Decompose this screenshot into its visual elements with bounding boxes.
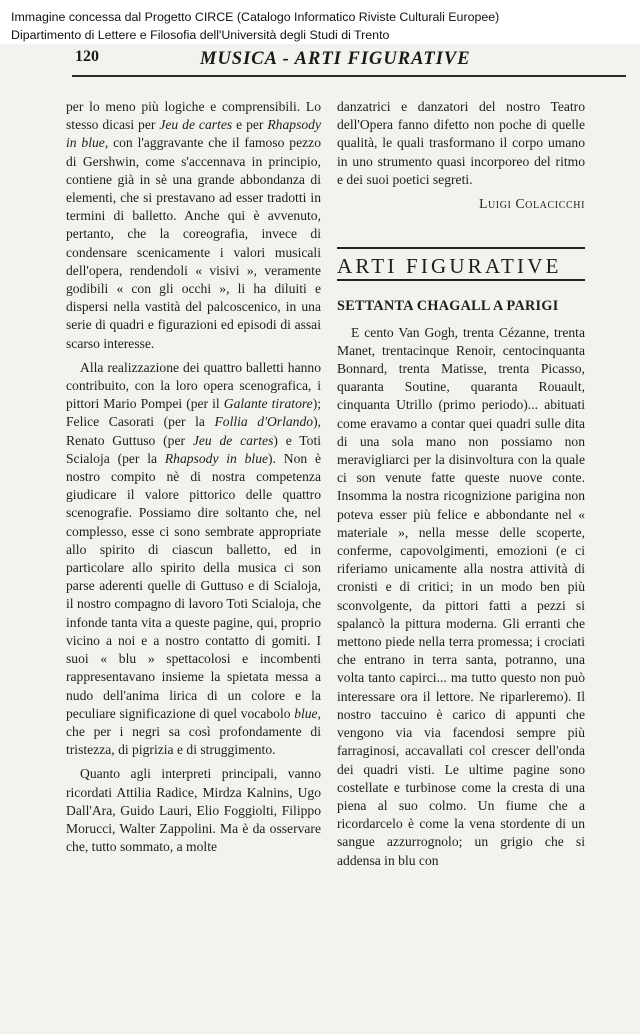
paragraph xyxy=(66,98,321,353)
text-run: , con l'aggravante che il famoso pezzo di Gershwin, come s'accennava in principio, contiene già in sè una grande abbondanza di elementi, che si prestavano ad esser tradotti in termini di balletto. Anche qui è avvenuto, pertanto, che la coreografia, invece di condensare scenicamente i valori musicali dell'opera, rendendoli « visivi », veramente godibili « con gli occhi », li ha diluiti e dispersi nella vastità del palcoscenico, in una serie di quadri e figurazioni ed episodi di assai scarso interesse. xyxy=(66,135,321,351)
italic-text: Rhapsody in blue xyxy=(164,450,269,466)
article-title: SETTANTA CHAGALL A PARIGI xyxy=(337,298,559,315)
page-number: 120 xyxy=(75,48,99,65)
text-run: E cento Van Gogh, trenta Cézanne, trenta Manet, trentacinque Renoir, centocinquanta Bonnard, trenta Matisse, trenta Picasso, quaranta Soutine, quaranta Rouault, cinquanta Utrillo (primo periodo)... abituati come eravamo a contar quei quadri sulle dita di una sola mano non possiamo non meravigliarci per la disinvoltura con la quale ci son venute fatte queste nuove conte. Insomma la nostra ricognizione parigina non poteva esser più felice e abbondante nel « materiale », nella messe delle scoperte, conferme, capovolgimenti, emozioni (e ci riferiamo unicamente alla nostra attività di cronisti e di critici; in un modo ben più sconvolgente, da pittori fatti a pezzi si spalancò la pittura moderna. Gli erranti che mettono piede nella terra promessa; i crociati che entrano in terra santa, potranno, una volta tanto capirci... ma tutto questo non può interessare ora il lettore. Ne riparleremo). Il nostro taccuino è carico di appunti che vengono via via facendosi sempre più farraginosi, accavallati col crescer dell'onda dei quadri visti. Le ultime pagine sono costellate e turbinose come la cresta di una piena al suo colmo. Un fiume che a ricordarcelo è come la vena stordente di un sangue azzurrognolo; un grigio che si addensa in blu con xyxy=(337,324,585,868)
running-header-title: MUSICA - ARTI FIGURATIVE xyxy=(200,49,471,69)
italic-text: Rhapsody in blue xyxy=(66,117,321,151)
section-rule-top xyxy=(337,247,585,249)
paragraph xyxy=(66,359,321,759)
section-heading: ARTI FIGURATIVE xyxy=(337,254,562,279)
text-run: ), Renato Guttuso (per xyxy=(66,414,321,448)
text-run: danzatrici e danzatori del nostro Teatro dell'Opera fanno difetto non poche di quelle qualità, le quali trasformano il corpo umano in uno strumento quasi incorporeo del ritmo e dei suoi poetici segreti. xyxy=(337,99,585,187)
text-run: ); Felice Casorati (per la xyxy=(66,396,321,430)
italic-text: Galante tiratore xyxy=(223,396,313,412)
paragraph xyxy=(337,324,585,870)
text-run: ) e Toti Scialoja (per la xyxy=(66,432,321,466)
text-run: , che per i negri sa così profondamente di tristezza, di pigrizia e di struggimento. xyxy=(66,705,321,758)
italic-text: Jeu de cartes xyxy=(192,432,274,448)
text-run: e per xyxy=(232,117,268,133)
italic-text: Jeu de cartes xyxy=(159,117,233,133)
text-run: Quanto agli interpreti principali, vanno ricordati Attilia Radice, Mirdza Kalnins, Ugo Dall'Ara, Guido Lauri, Elio Foggiolti, Filippo Morucci, Walter Zappolini. Ma è da osservare che, tutto sommato, a molte xyxy=(66,766,321,855)
text-run: Alla realizzazione dei quattro balletti hanno contribuito, con la loro opera scenografica, i pittori Mario Pompei (per il xyxy=(66,359,321,412)
paragraph xyxy=(337,98,585,189)
text-run: ). Non è nostro compito nè di nostra competenza giudicare il valore pittorico delle quattro scenografie. Possiamo dire soltanto che, nel complesso, esse ci sono sembrate appropriate allo spirito di ciascun balletto, ed in particolare allo spirito della musica ci son parse aderenti quelle di Guttuso e di Scialoja, il nostro compagno di lavoro Toti Scialoja, che infonde tanta vita a queste pagine, qui, proprio vicino a noi e a nostro contatto di gomiti. I suoi « blu » spettacolosi e incombenti rappresentavano insieme la spietata messa a nudo dell'anima lirica di un colore e la peculiare significazione di quel vocabolo xyxy=(66,450,321,721)
header-rule xyxy=(72,75,626,77)
italic-text: Follia d'Orlando xyxy=(214,414,314,430)
image-credit xyxy=(11,8,634,44)
section-rule-bottom xyxy=(337,279,585,281)
left-column xyxy=(66,98,321,856)
credit-line-1: Immagine concessa dal Progetto CIRCE (Catalogo Informatico Riviste Culturali Europee) xyxy=(11,10,500,24)
text-run: per lo meno più logiche e comprensibili. Lo stesso dicasi per xyxy=(66,99,321,133)
credit-line-2: Dipartimento di Lettere e Filosofia dell'Università degli Studi di Trento xyxy=(11,28,390,42)
paragraph xyxy=(66,765,321,856)
right-column xyxy=(337,98,585,870)
author-signature: Luigi Colacicchi xyxy=(479,196,585,212)
italic-text: blue xyxy=(294,705,318,721)
